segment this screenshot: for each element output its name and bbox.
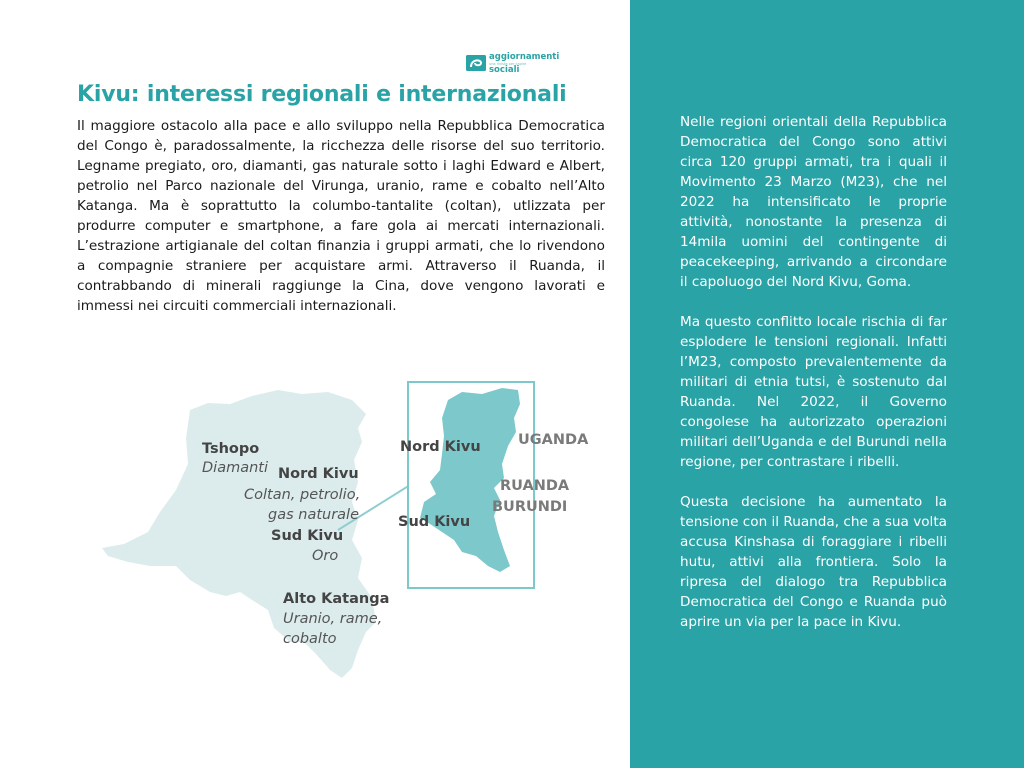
inset-label-sud-kivu: Sud Kivu [398, 514, 471, 530]
region-resources-alto-katanga-2: cobalto [283, 631, 337, 647]
region-label-tshopo: Tshopo [202, 441, 260, 457]
region-label-alto-katanga: Alto Katanga [283, 591, 390, 607]
sidebar-paragraph-1: Nelle regioni orientali della Repubblica Democratica del Congo sono attivi circa 120 gruppi armati, tra i quali il Movimento 23 Marzo (M23), che nel 2022 ha intensificato le proprie attività, nonostante la presenza di 14mila uomini del contingente di peacekeeping, arrivando a circondare il capoluogo del Nord Kivu, Goma. [680, 114, 947, 290]
sidebar-paragraph-2: Ma questo conflitto locale rischia di far esplodere le tensioni regionali. Infatti l’M23, composto prevalentemente da militari di etnia tutsi, è sostenuto dal Ruanda. Nel 2022, il Governo congolese ha autorizzato operazioni militari dell’Uganda e del Burundi nella regione, per contrastare i ribelli. [680, 314, 947, 470]
region-resources-sud-kivu: Oro [312, 548, 339, 564]
sidebar-paragraph-3: Questa decisione ha aumentato la tensione con il Ruanda, che a sua volta accusa Kinshasa di foraggiare i ribelli hutu, attivi alla frontiera. Solo la ripresa del dialogo tra Repubblica Democratica del Congo e Ruanda può aprire un via per la pace in Kivu. [680, 494, 947, 630]
region-label-sud-kivu: Sud Kivu [271, 528, 344, 544]
page-title: Kivu: interessi regionali e internazionali [77, 82, 567, 107]
country-label-uganda: UGANDA [518, 432, 589, 448]
logo-mark-icon [466, 55, 486, 71]
intro-paragraph: Il maggiore ostacolo alla pace e allo sviluppo nella Repubblica Democratica del Congo è, paradossalmente, la ricchezza delle risorse del suo territorio. Legname pregiato, oro, diamanti, gas naturale sotto i laghi Edward e Albert, petrolio nel Parco nazionale del Virunga, uranio, rame e cobalto nell’Alto Katanga. Ma è soprattutto la columbo-tantalite (coltan), utlizzata per produrre computer e smartphone, a fare gola ai mercati internazionali. L’estrazione artigianale del coltan finanzia i gruppi armati, che lo rivendono a compagnie straniere per acquistare armi. Attraverso il Ruanda, il contrabbando di minerali raggiunge la Cina, dove vengono lavorati e immessi nei circuiti commerciali internazionali. [77, 118, 605, 314]
logo-text [489, 53, 559, 75]
country-label-burundi: BURUNDI [492, 499, 568, 515]
region-resources-tshopo: Diamanti [202, 460, 268, 476]
logo-line1: aggiornamenti [489, 52, 560, 62]
region-resources-alto-katanga-1: Uranio, rame, [283, 611, 383, 627]
logo-line2: sociali [489, 65, 520, 75]
inset-label-nord-kivu: Nord Kivu [400, 439, 481, 455]
drc-map [90, 370, 610, 700]
region-label-nord-kivu: Nord Kivu [278, 466, 359, 482]
region-resources-nord-kivu-1: Coltan, petrolio, [244, 487, 361, 503]
sidebar-text [680, 112, 947, 652]
logo-tagline: una rivista per capire [489, 62, 527, 66]
country-label-ruanda: RUANDA [500, 478, 570, 494]
brand-logo [466, 52, 566, 74]
region-resources-nord-kivu-2: gas naturale [268, 507, 360, 523]
map-graphic [90, 370, 610, 700]
